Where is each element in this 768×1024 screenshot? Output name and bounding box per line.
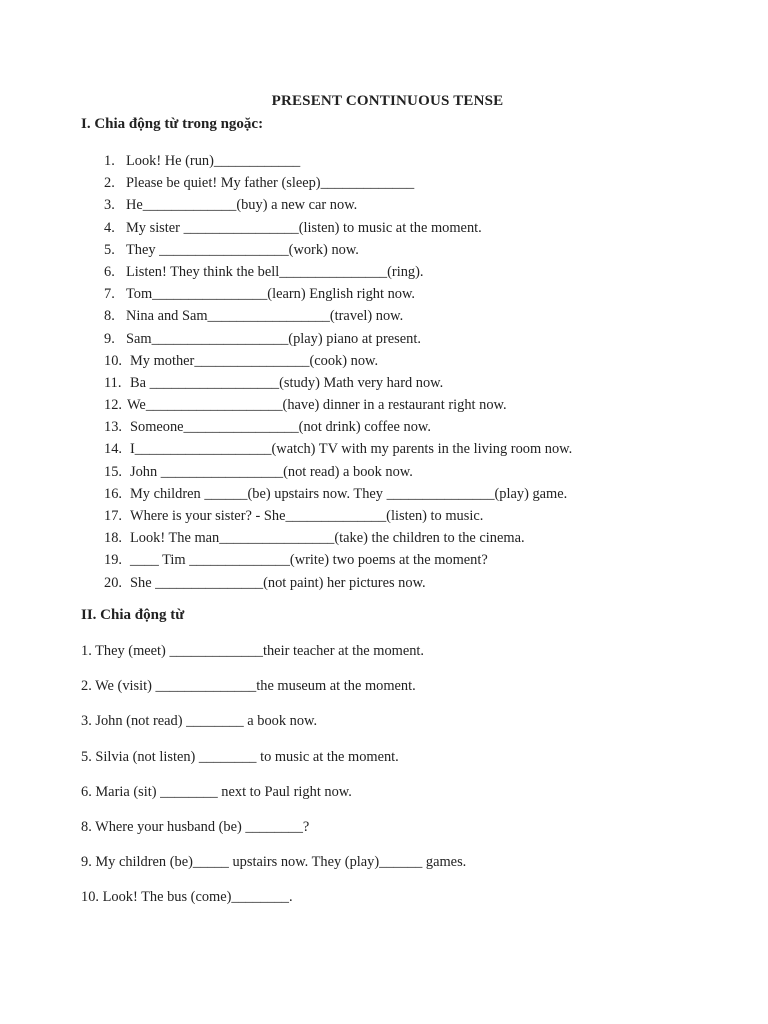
exercise-1-item bbox=[0, 438, 768, 460]
item-text: Please be quiet! My father (sleep)_____________ bbox=[126, 175, 415, 192]
item-number: 11. bbox=[104, 374, 122, 391]
item-text: Listen! They think the bell_______________(ring). bbox=[126, 263, 424, 280]
item-text: I___________________(watch) TV with my parents in the living room now. bbox=[130, 441, 573, 458]
item-number: 1. bbox=[104, 153, 115, 169]
exercise-1-item bbox=[0, 328, 768, 350]
item-text: Look! He (run)____________ bbox=[126, 153, 301, 169]
section-1-heading: I. Chia động từ trong ngoặc: bbox=[81, 116, 264, 132]
item-text: My children ______(be) upstairs now. They _______________(play) game. bbox=[130, 485, 568, 502]
exercise-2-item: 9. My children (be)_____ upstairs now. They (play)______ games. bbox=[81, 854, 467, 871]
item-text: ____ Tim ______________(write) two poems at the moment? bbox=[130, 552, 488, 569]
item-number: 8. bbox=[104, 308, 115, 325]
exercise-2-item: 3. John (not read) ________ a book now. bbox=[81, 713, 318, 730]
item-text: Tom________________(learn) English right now. bbox=[126, 286, 416, 303]
item-number: 7. bbox=[104, 286, 115, 303]
item-number: 18. bbox=[104, 530, 122, 547]
item-text: They __________________(work) now. bbox=[126, 241, 359, 258]
item-text: We___________________(have) dinner in a restaurant right now. bbox=[127, 397, 507, 414]
exercise-2-item: 1. They (meet) _____________their teacher at the moment. bbox=[81, 643, 425, 659]
exercise-1-item bbox=[0, 549, 768, 571]
exercise-2-item: 2. We (visit) ______________the museum at the moment. bbox=[81, 678, 416, 695]
item-number: 17. bbox=[104, 508, 122, 524]
exercise-1-item bbox=[0, 483, 768, 505]
exercise-1-item bbox=[0, 572, 768, 594]
exercise-1-item bbox=[0, 461, 768, 483]
item-number: 5. bbox=[104, 241, 115, 258]
item-text: John _________________(not read) a book now. bbox=[130, 463, 413, 480]
item-number: 2. bbox=[104, 175, 115, 192]
item-text: Ba __________________(study) Math very hard now. bbox=[130, 374, 444, 391]
item-text: Nina and Sam_________________(travel) now. bbox=[126, 308, 404, 325]
exercise-2-list bbox=[81, 640, 466, 922]
item-text: He_____________(buy) a new car now. bbox=[126, 197, 358, 214]
exercise-1-item bbox=[0, 194, 768, 216]
exercise-1-item bbox=[0, 217, 768, 239]
item-number: 14. bbox=[104, 441, 122, 458]
item-number: 13. bbox=[104, 419, 122, 436]
exercise-1-item bbox=[0, 350, 768, 372]
item-text: She _______________(not paint) her pictures now. bbox=[130, 574, 426, 591]
page-title: PRESENT CONTINUOUS TENSE bbox=[271, 93, 504, 109]
exercise-1-item bbox=[0, 261, 768, 283]
exercise-1-item bbox=[0, 372, 768, 394]
exercise-2-item: 5. Silvia (not listen) ________ to music at the moment. bbox=[81, 748, 399, 765]
exercise-1-item bbox=[0, 527, 768, 549]
item-text: Someone________________(not drink) coffee now. bbox=[130, 419, 431, 436]
exercise-1-item bbox=[0, 505, 768, 527]
exercise-2-item: 8. Where your husband (be) ________? bbox=[81, 818, 310, 835]
item-number: 3. bbox=[104, 197, 115, 214]
exercise-1-item bbox=[0, 305, 768, 327]
item-text: Look! The man________________(take) the children to the cinema. bbox=[130, 530, 525, 547]
item-number: 20. bbox=[104, 574, 122, 591]
item-number: 16. bbox=[104, 485, 122, 502]
item-number: 6. bbox=[104, 263, 115, 280]
item-text: My mother________________(cook) now. bbox=[130, 352, 379, 369]
item-number: 12. bbox=[104, 397, 122, 414]
item-number: 10. bbox=[104, 352, 122, 369]
exercise-1-item bbox=[0, 283, 768, 305]
exercise-1-item bbox=[0, 394, 768, 416]
exercise-1-list bbox=[0, 150, 768, 594]
exercise-2-item: 6. Maria (sit) ________ next to Paul right now. bbox=[81, 783, 352, 800]
item-text: My sister ________________(listen) to music at the moment. bbox=[126, 219, 482, 236]
item-text: Where is your sister? - She______________(listen) to music. bbox=[130, 508, 484, 524]
item-text: Sam___________________(play) piano at present. bbox=[126, 330, 421, 347]
exercise-1-item bbox=[0, 172, 768, 194]
exercise-1-item bbox=[0, 239, 768, 261]
exercise-2-item: 10. Look! The bus (come)________. bbox=[81, 889, 293, 906]
exercise-1-item bbox=[0, 416, 768, 438]
item-number: 15. bbox=[104, 463, 122, 480]
item-number: 19. bbox=[104, 552, 122, 569]
item-number: 4. bbox=[104, 219, 115, 236]
section-2-heading: II. Chia động từ bbox=[81, 607, 185, 623]
exercise-1-item bbox=[0, 150, 768, 172]
item-number: 9. bbox=[104, 330, 115, 347]
